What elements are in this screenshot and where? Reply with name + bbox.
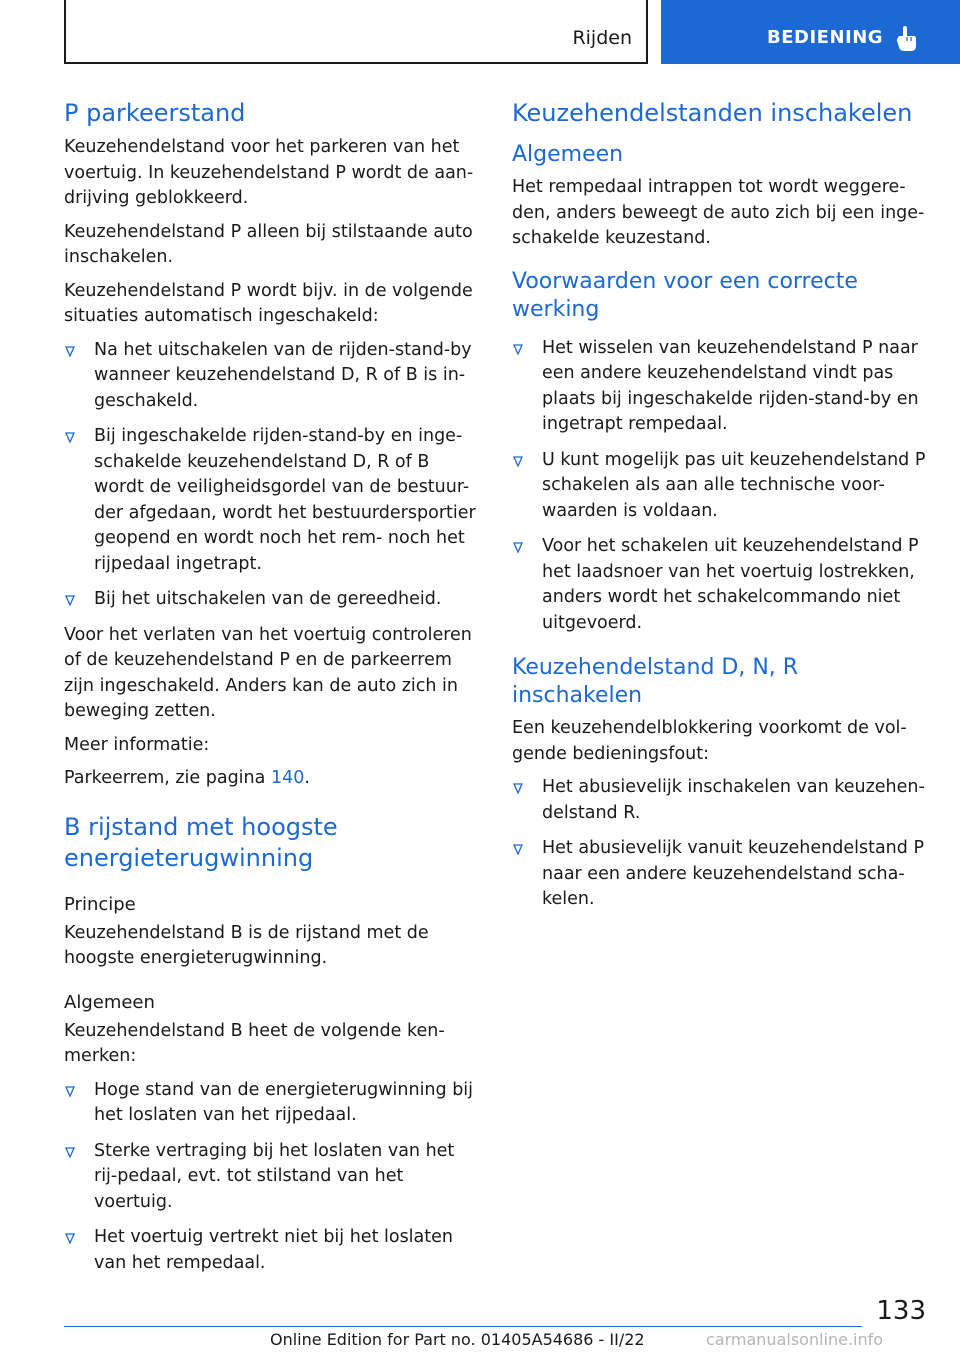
list-item-text: Voor het schakelen uit keuzehendelstand P het laadsnoer van het voertuig lostrekken, anders wordt het schakelcommando niet uitgevoerd. [542,536,919,633]
triangle-bullet-icon [65,1086,75,1097]
bullet-list-voorwaarden [512,336,932,637]
list-item-text: Het voertuig vertrekt niet bij het loslaten van het rempedaal. [94,1227,453,1273]
page-link-140[interactable]: 140 [270,768,305,788]
subheading-algemeen: Algemeen [64,991,155,1013]
triangle-bullet-icon [513,542,523,553]
bullet-list-p [64,338,478,613]
header-chapter-tab [661,0,960,64]
heading-keuzehendelstanden: Keuzehendelstanden inschakelen [512,99,913,127]
paragraph: Keuzehendelstand P alleen bij stilstaande auto inschakelen. [64,221,473,267]
heading-dnr: Keuzehendelstand D, N, R inschakelen [512,655,799,708]
right-column [512,98,932,923]
list-item-text: Bij het uitschakelen van de gereedheid. [94,589,442,609]
heading-p-parkeerstand: P parkeerstand [64,99,246,127]
triangle-bullet-icon [513,344,523,355]
paragraph: Keuzehendelstand P wordt bijv. in de volgende situaties automatisch ingeschakeld: [64,280,473,326]
bullet-list-b [64,1078,478,1277]
list-item-text: Sterke vertraging bij het loslaten van het rij-pedaal, evt. tot stilstand van het voertuig. [94,1140,455,1212]
paragraph: Keuzehendelstand B heet de volgende ken-merken: [64,1020,445,1066]
list-item [64,1139,478,1216]
triangle-bullet-icon [513,456,523,467]
list-item-text: Na het uitschakelen van de rijden-stand-by wanneer keuzehendelstand D, R of B is in-geschakeld. [94,339,472,411]
list-item [512,836,932,913]
list-item-text: Het wisselen van keuzehendelstand P naar een andere keuzehendelstand vindt pas plaats bij ingeschakelde rijden-stand-by en ingetrapt rempedaal. [542,337,919,434]
list-item-text: U kunt mogelijk pas uit keuzehendelstand P schakelen als aan alle technische voor-waarden is voldaan. [542,449,926,521]
heading-b-rijstand: B rijstand met hoogste energieterugwinning [64,812,338,872]
cross-reference [64,766,478,792]
list-item [512,775,932,826]
header-section-box [64,0,648,64]
watermark: carmanualsonline.info [706,1330,884,1349]
left-column [64,98,478,1286]
paragraph: Het rempedaal intrappen tot wordt weggere-den, anders beweegt de auto zich bij een inge-schakelde keuzestand. [512,177,925,248]
list-item [512,336,932,438]
list-item [512,448,932,525]
paragraph: Een keuzehendelblokkering voorkomt de vol-gende bedieningsfout: [512,718,907,764]
list-item [64,1225,478,1276]
bullet-list-dnr [512,775,932,913]
subheading-principe: Principe [64,893,136,915]
list-item [64,424,478,577]
reference-end: . [304,768,310,788]
paragraph: Voor het verlaten van het voertuig controleren of de keuzehendelstand P en de parkeerrem zijn ingeschakeld. Anders kan de auto zich in beweging zetten. [64,624,472,721]
triangle-bullet-icon [65,1233,75,1244]
list-item [512,534,932,636]
list-item-text: Het abusievelijk vanuit keuzehendelstand P naar een andere keuzehendelstand scha-kelen. [542,838,925,909]
footer-divider [64,1326,862,1327]
triangle-bullet-icon [65,1147,75,1158]
triangle-bullet-icon [513,783,523,794]
heading-algemeen: Algemeen [512,142,624,167]
triangle-bullet-icon [65,432,75,443]
hand-pointing-icon [895,26,917,52]
list-item [64,1078,478,1129]
paragraph: Keuzehendelstand B is de rijstand met de hoogste energieterugwinning. [64,922,429,968]
list-item-text: Het abusievelijk inschakelen van keuzehen-delstand R. [542,777,925,823]
list-item-text: Bij ingeschakelde rijden-stand-by en inge-schakelde keuzehendelstand D, R of B wordt de veiligheidsgordel van de bestuur-der afgedaan, wordt het bestuurdersportier geopend en wordt noch het rem- noch het rijpedaal ingetrapt. [94,426,476,574]
list-item-text: Hoge stand van de energieterugwinning bij het loslaten van het rijpedaal. [94,1079,474,1125]
list-item [64,587,478,613]
list-item [64,338,478,415]
triangle-bullet-icon [65,346,75,357]
header-section-title: Rijden [572,27,632,49]
heading-voorwaarden: Voorwaarden voor een correcte werking [512,268,858,322]
reference-text: Parkeerrem, zie pagina [64,768,271,788]
page-number: 133 [876,1296,926,1326]
paragraph: Meer informatie: [64,734,210,755]
paragraph: Keuzehendelstand voor het parkeren van het voertuig. In keuzehendelstand P wordt de aan-drijving geblokkeerd. [64,137,474,208]
triangle-bullet-icon [513,844,523,855]
header-chapter-label: BEDIENING [767,27,884,48]
footer-edition: Online Edition for Part no. 01405A54686 - II/22 [270,1330,645,1349]
triangle-bullet-icon [65,595,75,606]
